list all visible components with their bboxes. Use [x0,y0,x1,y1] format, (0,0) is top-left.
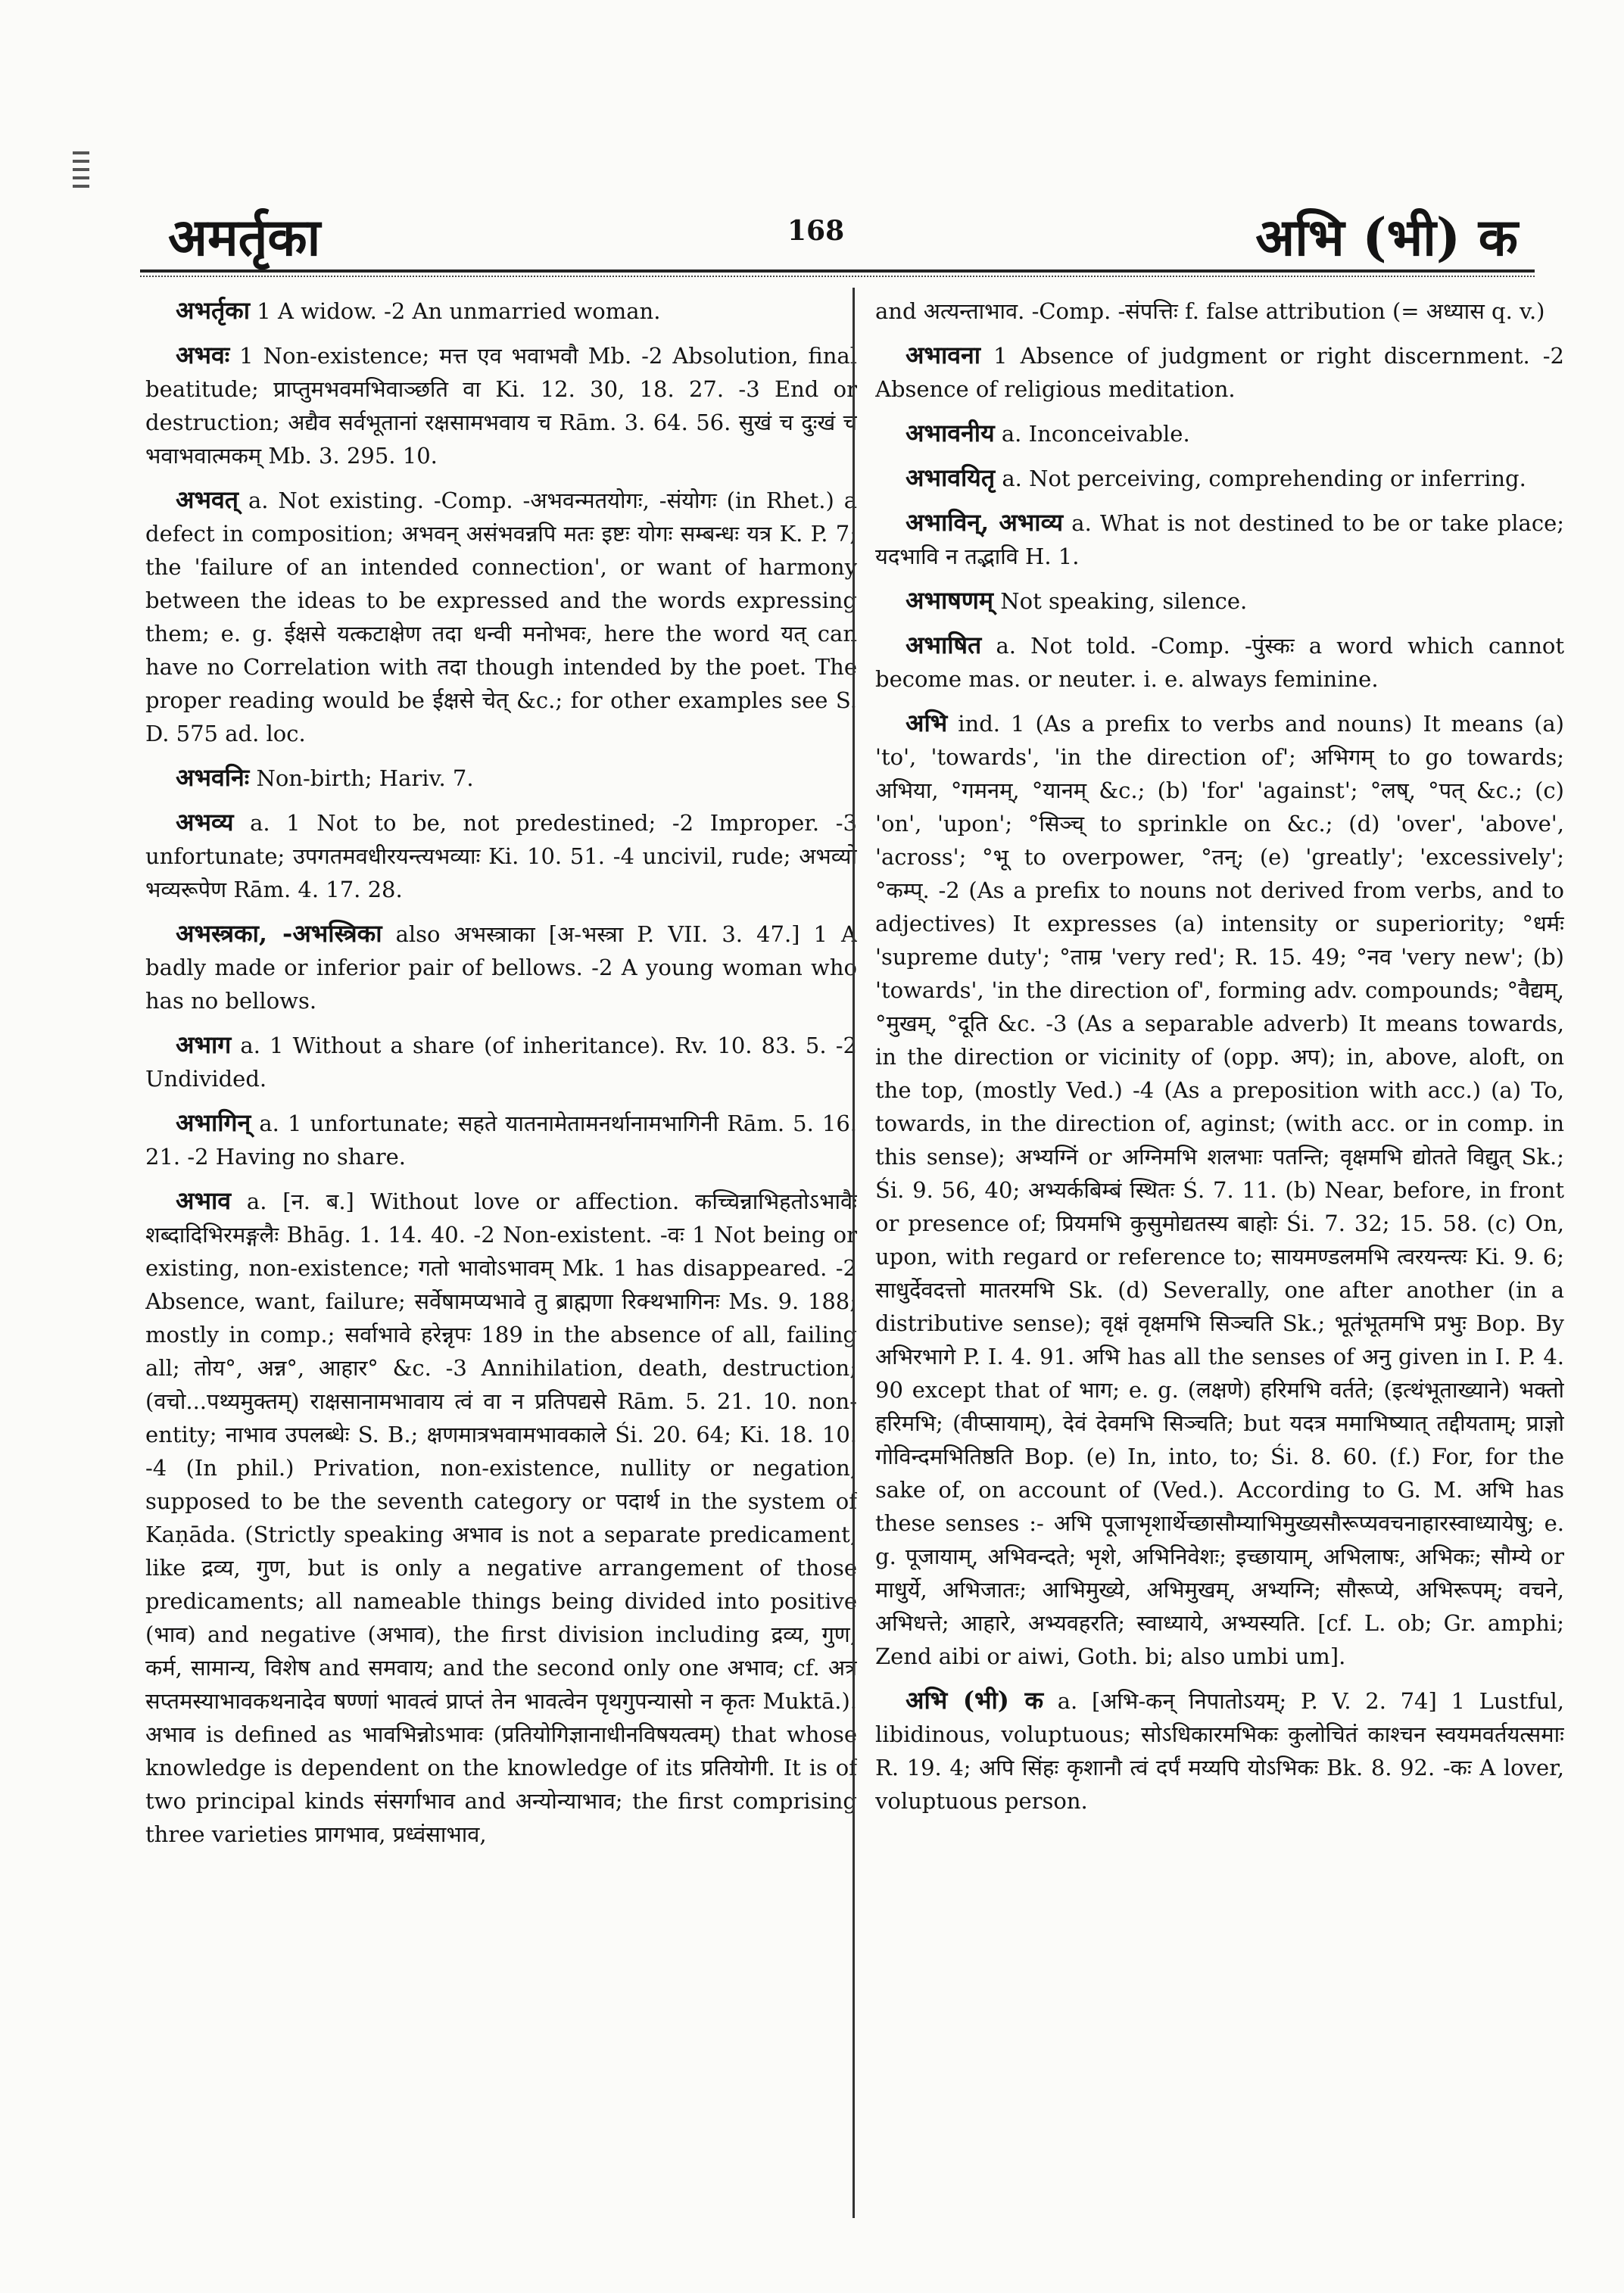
entry [145,1028,857,1095]
headword: अभाषित [906,631,982,659]
headword: अभवत् [176,485,238,514]
entry [145,1184,857,1851]
entry [875,461,1564,495]
entry [875,628,1564,696]
entry [875,294,1564,328]
column-divider [853,288,855,2218]
definition: also अभस्त्राका [अ-भस्त्रा P. VII. 3. 47.] 1 A badly made or inferior pair of bellows. -2 A young woman who has no bellows. [145,921,857,1014]
definition: 1 Absence of judgment or right discernment. -2 Absence of religious meditation. [875,343,1564,402]
page-number: 168 [787,215,845,247]
entry [145,1106,857,1173]
definition: a. 1 Not to be, not predestined; -2 Improper. -3 unfortunate; उपगतमवधीरयन्त्यभव्याः Ki. 10. 51. -4 uncivil, rude; अभव्यो भव्यरूपेण Rām. 4. 17. 28. [145,810,857,902]
headword: अभर्तृका [176,296,251,325]
definition: a. Not told. -Comp. -पुंस्कः a word which cannot become mas. or neuter. i. e. always feminine. [875,633,1564,692]
headword: अभि [906,709,948,737]
entry [145,761,857,795]
entry [145,917,857,1017]
entry [145,483,857,750]
definition: Not speaking, silence. [1000,588,1248,614]
headword: अभागिन् [176,1108,251,1137]
entry [875,416,1564,450]
definition: a. Not existing. -Comp. -अभवन्मतयोगः, -संयोगः (in Rhet.) a defect in composition; अभवन् असंभवन्नपि मतः इष्टः योगः सम्बन्धः यत्र K. P. 7; the 'failure of an intended connection', or want of harmony between the ideas to be expressed and the words expressing them; e. g. ईक्षसे यत्कटाक्षेण तदा धन्वी मनोभवः, here the word यत् can have no Correlation with तदा though intended by the poet. The proper reading would be ईक्षसे चेत् &c.; for other examples see S. D. 575 ad. loc. [145,488,857,746]
headword: अभवनिः [176,763,250,792]
headword: अभव्य [176,808,234,837]
entry [875,338,1564,406]
definition: 1 A widow. -2 An unmarried woman. [257,298,661,324]
headword: अभाग [176,1030,232,1059]
definition: a. 1 Without a share (of inheritance). Rv. 10. 83. 5. -2 Undivided. [145,1033,857,1092]
headword: अभि (भी) क [906,1686,1044,1715]
definition: a. [अभि-कन् निपातोऽयम्; P. V. 2. 74] 1 Lustful, libidinous, voluptuous; सोऽधिकारमभिकः कुलोचितं काश्चन स्वयमवर्तयत्समाः R. 19. 4; अपि सिंहः कृशानौ त्वं दर्पं मय्यपि योऽभिकः Bk. 8. 92. -कः A lover, voluptuous person. [875,1688,1564,1814]
headword: अभस्त्रका, -अभस्त्रिका [176,919,382,948]
definition: 1 Non-existence; मत्त एव भवाभवौ Mb. -2 Absolution, final beatitude; प्राप्तुमभवमभिवाञ्छति वा Ki. 12. 30, 18. 27. -3 End or destruction; अद्यैव सर्वभूतानां रक्षसामभवाय च Rām. 3. 64. 56. सुखं च दुःखं च भवाभवात्मकम् Mb. 3. 295. 10. [145,343,857,469]
headword: अभवः [176,341,230,369]
margin-mark [73,151,89,193]
definition: a. What is not destined to be or take place; यदभावि न तद्भावि H. 1. [875,510,1564,569]
headword: अभावयितृ [906,463,996,492]
entry [875,584,1564,618]
entry [875,1684,1564,1818]
entry [875,706,1564,1673]
headword: अभावनीय [906,419,995,447]
headword: अभाविन्, अभाव्य [906,508,1064,537]
entry [145,294,857,328]
definition: a. Inconceivable. [1001,421,1190,447]
entry [145,338,857,472]
headword: अभाषणम् [906,586,994,615]
running-head-left: अमर्तृका [168,207,321,268]
definition: Non-birth; Hariv. 7. [256,765,474,791]
right-column [875,294,1564,2217]
headword: अभाव [176,1186,232,1215]
header-dotted-rule [140,276,1535,277]
running-head-right: अभि (भी) क [1255,207,1518,268]
entry [145,805,857,906]
definition: ind. 1 (As a prefix to verbs and nouns) It means (a) 'to', 'towards', 'in the direction of'; अभिगम् to go towards; अभिया, °गमनम्, °यानम् &c.; (b) 'for' 'against'; °लष्, °पत् &c.; (c) 'on', 'upon'; °सिञ्च् to sprinkle on &c.; (d) 'over', 'above', 'across'; °भू to overpower, °तन्; (e) 'greatly'; 'excessively'; °कम्प्. -2 (As a prefix to nouns not derived from verbs, and to adjectives) It expresses (a) intensity or superiority; °धर्मः 'supreme duty'; °ताम्र 'very red'; R. 15. 49; °नव 'very new'; (b) 'towards', 'in the direction of', forming adv. compounds; °वैद्यम्, °मुखम्, °दूति &c. -3 (As a separable adverb) It means towards, in the direction or vicinity of (opp. अप); in, above, aloft, on the top, (mostly Ved.) -4 (As a preposition with acc.) (a) To, towards, in the direction of, aginst; (with acc. or in comp. in this sense); अभ्यग्निं or अग्निमभि शलभाः पतन्ति; वृक्षमभि द्योतते विद्युत् Sk.; Śi. 9. 56, 40; अभ्यर्कबिम्बं स्थितः Ś. 7. 11. (b) Near, before, in front or presence of; प्रियमभि कुसुमोद्यतस्य बाहोः Śi. 7. 32; 15. 58. (c) On, upon, with regard or reference to; सायमण्डलमभि त्वरयन्त्यः Ki. 9. 6; साधुर्देवदत्तो मातरमभि Sk. (d) Severally, one after another (in a distributive sense); वृक्षं वृक्षमभि सिञ्चति Sk.; भूतंभूतमभि प्रभुः Bop. By अभिरभागे P. I. 4. 91. अभि has all the senses of अनु given in I. P. 4. 90 except that of भाग; e. g. (लक्षणे) हरिमभि वर्तते; (इत्थंभूताख्याने) भक्तो हरिमभि; (वीप्सायाम्), देवं देवमभि सिञ्चति; but यदत्र ममाभिष्यात् तद्दीयताम्; प्राज्ञो गोविन्दमभितिष्ठति Bop. (e) In, into, to; Śi. 8. 60. (f.) For, for the sake of, on account of (Ved.). According to G. M. अभि has these senses :- अभि पूजाभृशार्थेच्छासौम्याभिमुख्यसौरूप्यवचनाहारस्वाध्यायेषु; e. g. पूजायाम्, अभिवन्दते; भृशे, अभिनिवेशः; इच्छायाम्, अभिलाषः, अभिकः; सौम्ये or माधुर्ये, अभिजातः; आभिमुख्ये, अभिमुखम्, अभ्यग्नि; सौरूप्ये, अभिरूपम्; वचने, अभिधत्ते; आहारे, अभ्यवहरति; स्वाध्याये, अभ्यस्यति. [cf. L. ob; Gr. amphi; Zend aibi or aiwi, Goth. bi; also umbi um]. [875,711,1564,1669]
definition: and अत्यन्ताभाव. -Comp. -संपत्तिः f. false attribution (= अध्यास q. v.) [875,298,1545,324]
headword: अभावना [906,341,981,369]
entry [875,506,1564,573]
definition: a. Not perceiving, comprehending or inferring. [1002,466,1526,491]
definition: a. 1 unfortunate; सहते यातनामेतामनर्थानामभागिनी Rām. 5. 16. 21. -2 Having no share. [145,1111,857,1170]
definition: a. [न. ब.] Without love or affection. कच्चिन्नाभिहतोऽभावैः शब्दादिभिरमङ्गलैः Bhāg. 1. 14. 40. -2 Non-existent. -वः 1 Not being or existing, non-existence; गतो भावोऽभावम् Mk. 1 has disappeared. -2 Absence, want, failure; सर्वेषामप्यभावे तु ब्राह्मणा रिक्थभागिनः Ms. 9. 188; mostly in comp.; सर्वाभावे हरेन्नृपः 189 in the absence of all, failing all; तोय°, अन्न°, आहार° &c. -3 Annihilation, death, destruction; (वचो...पथ्यमुक्तम्) राक्षसानामभावाय त्वं वा न प्रतिपद्यसे Rām. 5. 21. 10. non-entity; नाभाव उपलब्धेः S. B.; क्षणमात्रभवामभावकाले Śi. 20. 64; Ki. 18. 10. -4 (In phil.) Privation, non-existence, nullity or negation, supposed to be the seventh category or पदार्थ in the system of Kaṇāda. (Strictly speaking अभाव is not a separate predicament, like द्रव्य, गुण, but is only a negative arrangement of those predicaments; all nameable things being divided into positive (भाव) and negative (अभाव), the first division including द्रव्य, गुण, कर्म, सामान्य, विशेष and समवाय; and the second only one अभाव; cf. अत्र सप्तमस्याभावकथनादेव षण्णां भावत्वं प्राप्तं तेन भावत्वेन पृथगुपन्यासो न कृतः Muktā.). अभाव is defined as भावभिन्नोऽभावः (प्रतियोगिज्ञानाधीनविषयत्वम्) that whose knowledge is dependent on the knowledge of its प्रतियोगी. It is of two principal kinds संसर्गाभाव and अन्योन्याभाव; the first comprising three varieties प्रागभाव, प्रध्वंसाभाव, [145,1189,857,1847]
header-rule [140,269,1535,273]
left-column [145,294,857,2217]
